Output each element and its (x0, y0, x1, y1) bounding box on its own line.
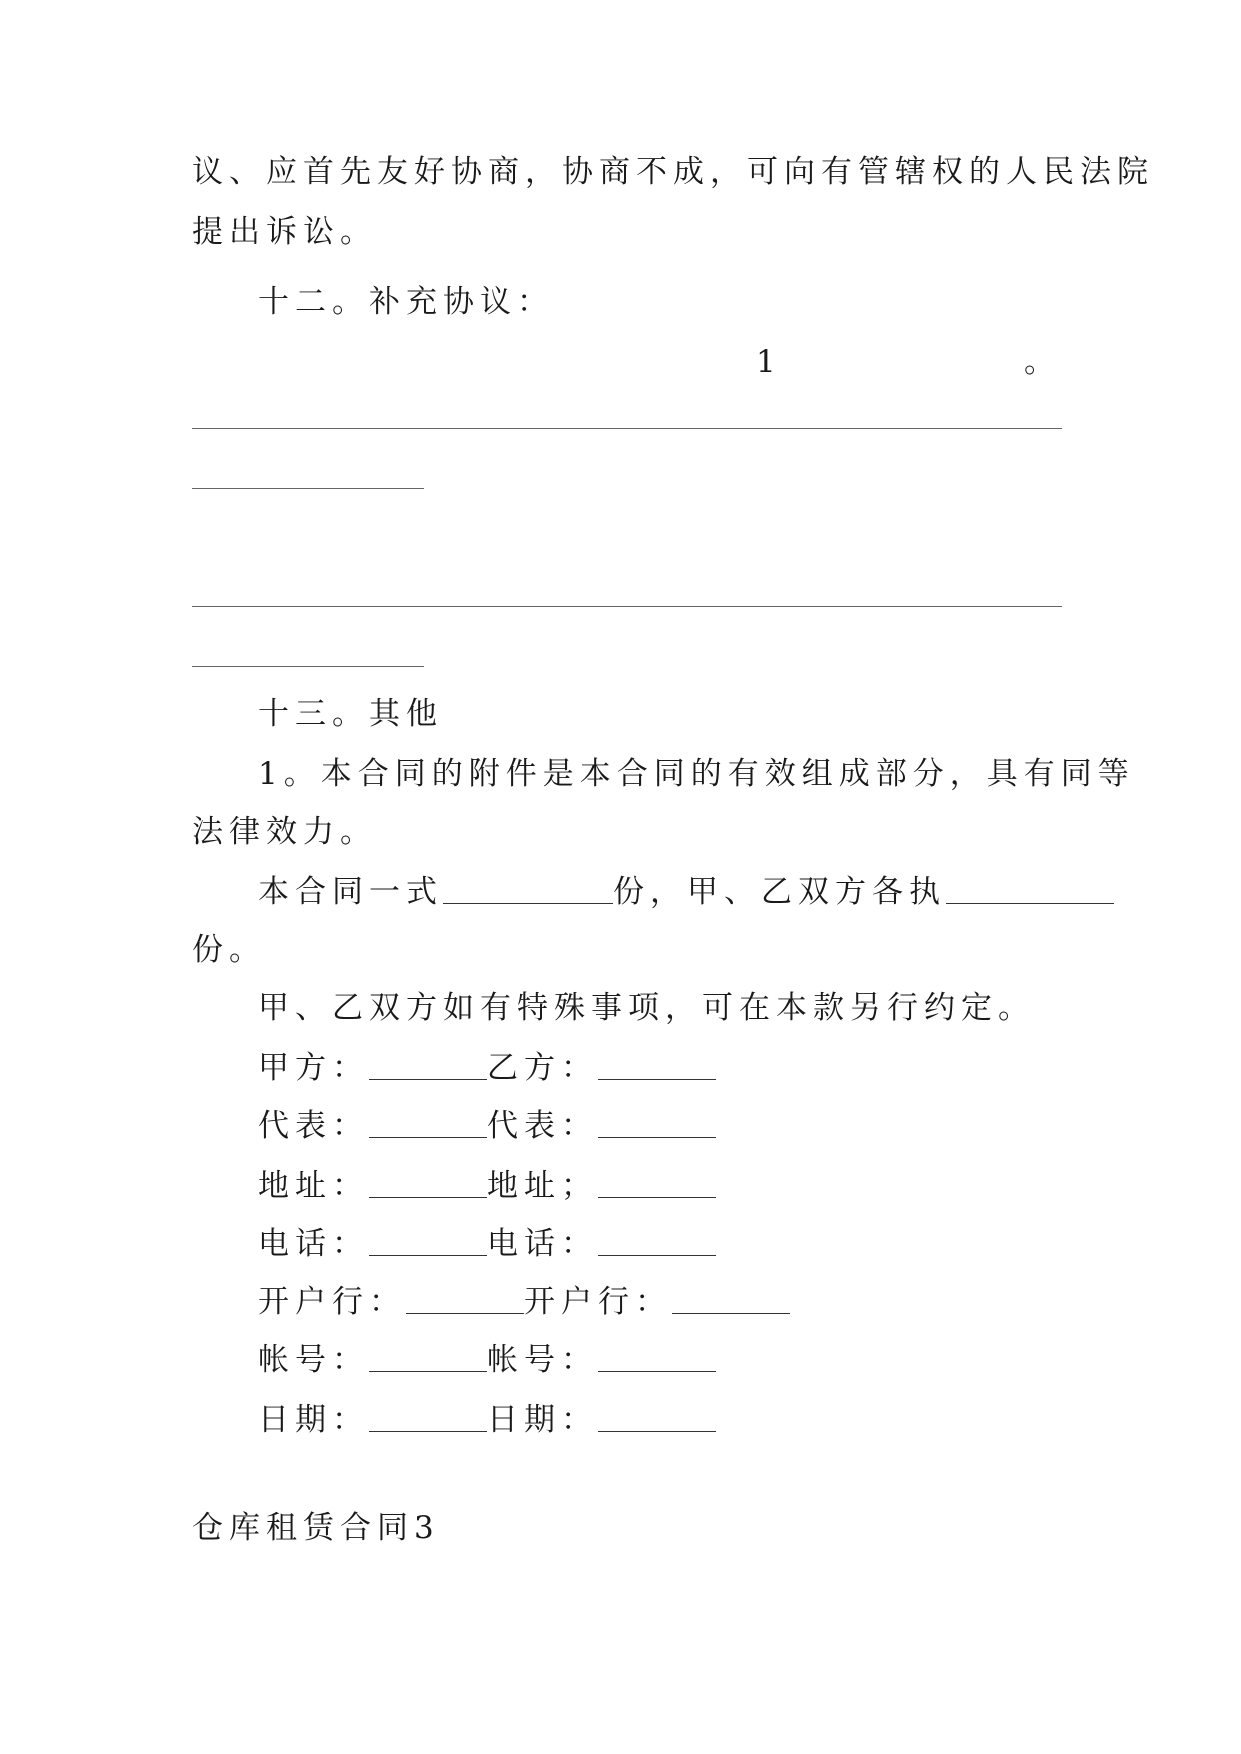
signature-label-right: 乙方： (487, 1050, 598, 1086)
signature-blank (369, 1227, 487, 1256)
signature-blank (369, 1109, 487, 1138)
signature-blank (598, 1051, 716, 1080)
signature-blank (598, 1169, 716, 1198)
signature-label-right: 帐号： (487, 1342, 598, 1378)
signature-row (258, 1048, 1128, 1088)
signature-label-right: 开户行： (524, 1284, 672, 1320)
signature-row (258, 1400, 1128, 1440)
copies-text-a: 本合同一式 (258, 874, 443, 910)
signature-blank (672, 1285, 790, 1314)
signature-label-left: 日期： (258, 1402, 369, 1438)
paragraph-line: 法律效力。 (192, 814, 377, 850)
signature-row (258, 1340, 1128, 1380)
signature-blank (369, 1343, 487, 1372)
signature-blank (406, 1285, 524, 1314)
signature-row (258, 1224, 1128, 1264)
copies-text-b: 份，甲、乙双方各执 (613, 874, 946, 910)
signature-label-right: 电话： (487, 1226, 598, 1262)
copies-blank-each (946, 875, 1114, 904)
signature-row (258, 1282, 1128, 1322)
paragraph-line: 份。 (192, 932, 266, 968)
fill-in-rule (192, 488, 424, 489)
signature-label-right: 日期： (487, 1402, 598, 1438)
next-document-title: 仓库租赁合同3 (192, 1510, 440, 1546)
signature-label-left: 甲方： (258, 1050, 369, 1086)
fill-in-rule (192, 606, 1062, 607)
section-heading-13: 十三。其他 (258, 696, 443, 732)
signature-blank (598, 1403, 716, 1432)
signature-label-right: 地址； (487, 1168, 598, 1204)
signature-label-left: 开户行： (258, 1284, 406, 1320)
signature-label-right: 代表： (487, 1108, 598, 1144)
signature-row (258, 1166, 1128, 1206)
section-heading-12: 十二。补充协议： (258, 284, 554, 320)
paragraph-line: 议、应首先友好协商，协商不成，可向有管辖权的人民法院 (192, 154, 1154, 190)
fill-in-rule (192, 666, 424, 667)
blank-number: 1 (756, 344, 776, 380)
signature-blank (369, 1169, 487, 1198)
copies-blank-total (443, 875, 613, 904)
signature-label-left: 地址： (258, 1168, 369, 1204)
signature-label-left: 帐号： (258, 1342, 369, 1378)
signature-blank (369, 1403, 487, 1432)
signature-label-left: 代表： (258, 1108, 369, 1144)
signature-blank (598, 1109, 716, 1138)
signature-blank (369, 1051, 487, 1080)
blank-period: 。 (1024, 344, 1055, 380)
fill-in-rule (192, 428, 1062, 429)
paragraph-line: 提出诉讼。 (192, 214, 377, 250)
signature-row (258, 1106, 1128, 1146)
copies-line (258, 872, 1128, 912)
signature-blank (598, 1343, 716, 1372)
paragraph-line: 1。本合同的附件是本合同的有效组成部分，具有同等 (258, 756, 1135, 792)
signature-label-left: 电话： (258, 1226, 369, 1262)
signature-blank (598, 1227, 716, 1256)
paragraph-line: 甲、乙双方如有特殊事项，可在本款另行约定。 (258, 990, 1035, 1026)
